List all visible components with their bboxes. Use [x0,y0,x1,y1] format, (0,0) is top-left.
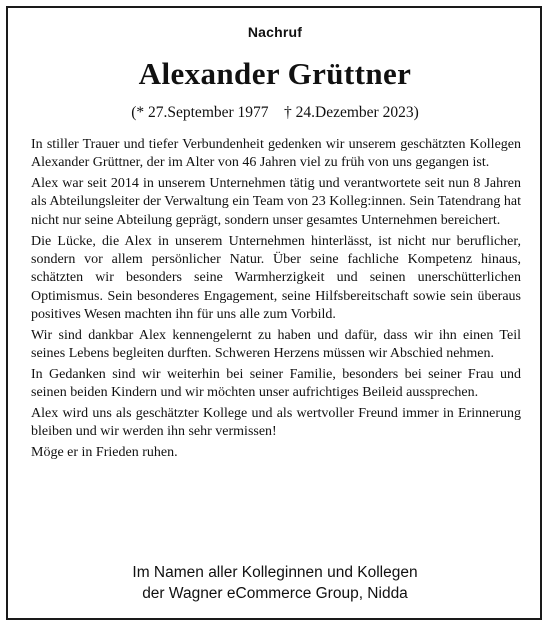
paragraph-family: In Gedanken sind wir weiterhin bei seiner Familie, besonders bei seiner Frau und seinen beiden Kindern und wir möchten unser aufrichtiges Beileid aussprechen. [31,366,521,401]
life-dates: (* 27.September 1977 † 24.Dezember 2023) [131,104,419,121]
paragraph-gratitude: Wir sind dankbar Alex kennengelernt zu haben und dafür, dass wir ihn einen Teil seines Lebens begleiten durften. Schweren Herzens müssen wir Abschied nehmen. [31,327,521,362]
deceased-name: Alexander Grüttner [138,56,412,91]
notice-heading: Nachruf [247,24,303,40]
paragraph-career: Alex war seit 2014 in unserem Unternehmen tätig und verantwortete seit nun 8 Jahren als Abteilungsleiter der Verwaltung ein Team von 23 Kolleg:innen. Sein Tatendrang hat nicht nur seine Abteilung geprägt, sondern unser gesamtes Unternehmen bereichert. [31,176,521,228]
paragraph-memory: Alex wird uns als geschätzter Kollege und als wertvoller Freund immer in Erinnerung bleiben und wir werden ihn sehr vermissen! [31,406,521,440]
signature-block [0,562,550,604]
paragraph-farewell: Möge er in Frieden ruhen. [31,445,178,461]
signature-line-1: Im Namen aller Kolleginnen und Kollegen [132,564,418,581]
paragraph-personal: Die Lücke, die Alex in unserem Unternehmen hinterlässt, ist nicht nur beruflicher, sondern vor allem persönlicher Natur. Über seine fachliche Kompetenz hinaus, schätzten wir besonders seine Warmherzigkeit und seinen unerschütterlichen Optimismus. Sein besonderes Engagement, seine Hilfsbereitschaft sowie sein überaus positives Wesen machten ihn für uns alle zum Vorbild. [31,233,521,322]
notice-body [31,136,521,465]
paragraph-condolence: In stiller Trauer und tiefer Verbundenheit gedenken wir unserem geschätzten Kollegen Alexander Grüttner, der im Alter von 46 Jahren viel zu früh von uns gegangen ist. [31,137,521,171]
signature-line-2: der Wagner eCommerce Group, Nidda [142,585,408,602]
